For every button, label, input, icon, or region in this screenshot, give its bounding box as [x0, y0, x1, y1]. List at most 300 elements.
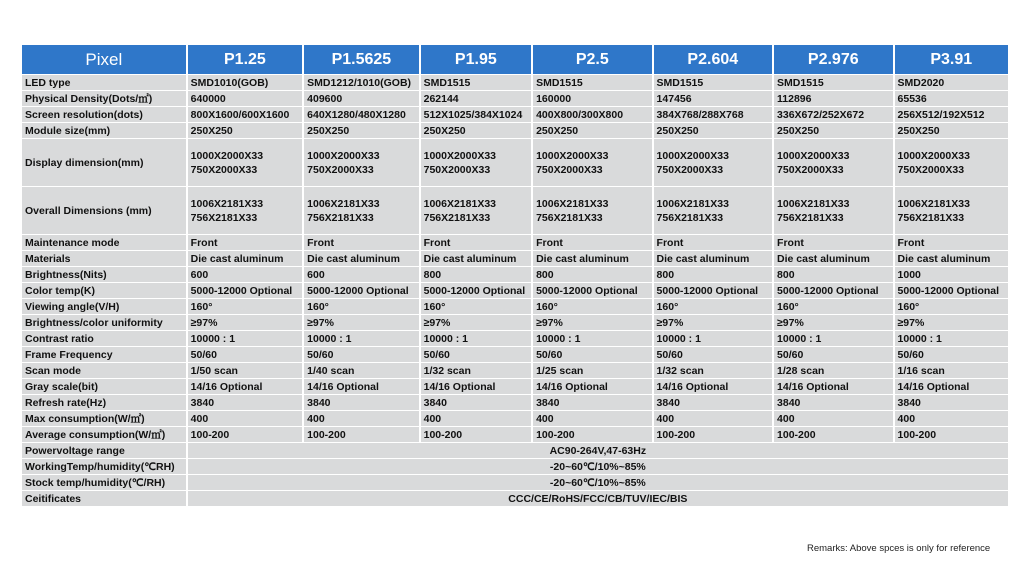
table-row — [22, 347, 1008, 362]
spec-value — [188, 91, 302, 106]
spec-label: Maintenance mode — [22, 235, 186, 250]
spec-value-line: Die cast aluminum — [190, 252, 284, 265]
spec-value-line: 750X2000X33 — [656, 163, 724, 176]
spec-value — [895, 411, 1008, 426]
spec-label: Screen resolution(dots) — [22, 107, 186, 122]
spec-value-line: Front — [777, 236, 804, 249]
spec-value — [304, 347, 418, 362]
spec-value — [533, 107, 651, 122]
spec-value-line: Front — [307, 236, 334, 249]
spec-value — [533, 235, 651, 250]
spec-value-line: 5000-12000 Optional — [190, 284, 293, 297]
spec-label: Stock temp/humidity(℃/RH) — [22, 475, 186, 490]
spec-value — [533, 395, 651, 410]
spec-label: Max consumption(W/㎡) — [22, 411, 186, 426]
spec-value — [774, 315, 892, 330]
spec-value-line: 336X672/252X672 — [777, 108, 865, 121]
spec-value-line: 400 — [777, 412, 795, 425]
spec-value-line: SMD1010(GOB) — [190, 76, 269, 89]
spec-value — [774, 107, 892, 122]
spec-value — [654, 363, 772, 378]
spec-value — [774, 395, 892, 410]
spec-value — [304, 251, 418, 266]
spec-value — [421, 331, 531, 346]
spec-body — [22, 75, 1008, 506]
spec-value — [304, 91, 418, 106]
spec-value-line: 1/32 scan — [423, 364, 471, 377]
table-row — [22, 187, 1008, 234]
spec-value — [895, 363, 1008, 378]
spec-value-line: 400 — [307, 412, 325, 425]
spec-value — [188, 123, 302, 138]
spec-table — [20, 44, 1010, 507]
spec-label: Materials — [22, 251, 186, 266]
table-row — [22, 395, 1008, 410]
spec-value-line: 3840 — [897, 396, 921, 409]
spec-value-line: 400 — [536, 412, 554, 425]
spec-label: Contrast ratio — [22, 331, 186, 346]
spec-value — [774, 283, 892, 298]
spec-value-line: 5000-12000 Optional — [536, 284, 638, 297]
spec-value-line: 1006X2181X33 — [423, 197, 497, 210]
spec-value — [304, 187, 418, 234]
spec-value-line: 640000 — [190, 92, 226, 105]
spec-value-line: Front — [190, 236, 218, 249]
spec-value — [895, 347, 1008, 362]
spec-value-line: ≥97% — [536, 316, 563, 329]
spec-label: Physical Density(Dots/㎡) — [22, 91, 186, 106]
spec-value — [188, 411, 302, 426]
spec-value-line: 14/16 Optional — [307, 380, 379, 393]
spec-value — [188, 427, 302, 442]
spec-value — [654, 187, 772, 234]
spec-value — [188, 267, 302, 282]
spec-value — [654, 299, 772, 314]
spec-value-line: 640X1280/480X1280 — [307, 108, 406, 121]
spec-value — [421, 379, 531, 394]
spec-value-line: 160° — [423, 300, 446, 313]
spec-value-line: 10000 : 1 — [656, 332, 701, 345]
spec-value — [654, 427, 772, 442]
spec-value — [533, 75, 651, 90]
spec-value-line: 3840 — [190, 396, 215, 409]
spec-value — [774, 139, 892, 186]
spec-value-line: 750X2000X33 — [307, 163, 374, 176]
spec-value — [774, 331, 892, 346]
spec-value — [774, 347, 892, 362]
spec-value — [774, 187, 892, 234]
spec-value-line: 1/32 scan — [656, 364, 704, 377]
spec-value-line: 1/28 scan — [777, 364, 825, 377]
spec-value-line: 1000X2000X33 — [190, 149, 264, 162]
spec-value-line: 160° — [307, 300, 329, 313]
spec-value-line: Die cast aluminum — [777, 252, 870, 265]
model-header: P2.5 — [533, 45, 651, 74]
table-row — [22, 299, 1008, 314]
spec-value — [304, 379, 418, 394]
spec-value-line: 160° — [777, 300, 799, 313]
table-row — [22, 491, 1008, 506]
spec-value-line: ≥97% — [423, 316, 451, 329]
spec-value — [188, 315, 302, 330]
spec-value — [304, 267, 418, 282]
spec-value-line: 750X2000X33 — [897, 163, 965, 176]
spec-value — [304, 395, 418, 410]
spec-value-line: 409600 — [307, 92, 343, 105]
spec-value-line: 400 — [423, 412, 442, 425]
spec-value-line: 600 — [307, 268, 325, 281]
spec-value-line: 14/16 Optional — [777, 380, 849, 393]
spec-value-line: ≥97% — [190, 316, 218, 329]
spec-value-line: 1006X2181X33 — [777, 197, 850, 210]
spec-value — [774, 267, 892, 282]
spec-value-line: 250X250 — [656, 124, 699, 137]
spec-value — [895, 427, 1008, 442]
spec-value — [188, 251, 302, 266]
spec-value — [188, 235, 302, 250]
spec-merged-value: CCC/CE/RoHS/FCC/CB/TUV/IEC/BIS — [188, 491, 1008, 506]
spec-value — [654, 379, 772, 394]
spec-value-line: 1000X2000X33 — [897, 149, 970, 162]
spec-value — [421, 267, 531, 282]
spec-value-line: 100-200 — [897, 428, 937, 441]
spec-value — [533, 347, 651, 362]
model-header: P3.91 — [895, 45, 1008, 74]
spec-value — [188, 395, 302, 410]
spec-value — [654, 91, 772, 106]
spec-merged-value: -20~60℃/10%~85% — [188, 475, 1008, 490]
spec-value — [188, 299, 302, 314]
spec-value-line: 1000X2000X33 — [656, 149, 729, 162]
spec-value-line: 384X768/288X768 — [656, 108, 744, 121]
spec-value — [533, 299, 651, 314]
spec-value-line: 1006X2181X33 — [190, 197, 264, 210]
spec-value — [654, 123, 772, 138]
spec-value-line: 100-200 — [190, 428, 230, 441]
spec-value-line: 800 — [656, 268, 675, 281]
spec-value — [533, 411, 651, 426]
spec-value — [533, 315, 651, 330]
spec-value — [654, 331, 772, 346]
spec-value — [774, 251, 892, 266]
spec-value-line: 3840 — [423, 396, 447, 409]
spec-value-line: SMD2020 — [897, 76, 945, 89]
table-row — [22, 443, 1008, 458]
spec-value — [895, 139, 1008, 186]
spec-value-line: 262144 — [423, 92, 459, 105]
spec-value — [533, 331, 651, 346]
spec-value-line: 1006X2181X33 — [656, 197, 729, 210]
spec-value-line: Die cast aluminum — [536, 252, 629, 265]
spec-value-line: SMD1515 — [656, 76, 704, 89]
spec-value-line: 1/16 scan — [897, 364, 945, 377]
spec-value-line: 100-200 — [656, 428, 696, 441]
spec-value-line: Die cast aluminum — [423, 252, 517, 265]
spec-value-line: ≥97% — [656, 316, 684, 329]
spec-value — [774, 235, 892, 250]
spec-value-line: 1/40 scan — [307, 364, 355, 377]
table-row — [22, 267, 1008, 282]
spec-label: LED type — [22, 75, 186, 90]
spec-value-line: Front — [656, 236, 684, 249]
spec-value — [421, 75, 531, 90]
spec-value — [533, 379, 651, 394]
spec-value-line: 10000 : 1 — [190, 332, 236, 345]
spec-value-line: 14/16 Optional — [423, 380, 496, 393]
spec-value — [774, 411, 892, 426]
spec-label: Scan mode — [22, 363, 186, 378]
spec-value — [654, 395, 772, 410]
spec-value — [774, 427, 892, 442]
header-row — [22, 45, 1008, 74]
spec-value-line: 400 — [897, 412, 916, 425]
spec-value — [895, 107, 1008, 122]
spec-value — [774, 363, 892, 378]
spec-value-line: SMD1515 — [536, 76, 583, 89]
spec-value — [533, 91, 651, 106]
spec-value-line: 256X512/192X512 — [897, 108, 985, 121]
spec-value — [533, 123, 651, 138]
model-header: P1.95 — [421, 45, 531, 74]
spec-value-line: 250X250 — [423, 124, 466, 137]
spec-value — [421, 395, 531, 410]
spec-label: Ceitificates — [22, 491, 186, 506]
spec-value-line: 756X2181X33 — [536, 211, 603, 224]
spec-value — [421, 235, 531, 250]
spec-label: Brightness/color uniformity — [22, 315, 186, 330]
table-row — [22, 123, 1008, 138]
spec-value-line: 1000X2000X33 — [423, 149, 497, 162]
spec-value — [304, 283, 418, 298]
spec-value-line: 750X2000X33 — [190, 163, 258, 176]
spec-value — [421, 347, 531, 362]
spec-value-line: 100-200 — [307, 428, 346, 441]
spec-value — [654, 139, 772, 186]
spec-value-line: SMD1515 — [777, 76, 824, 89]
spec-value-line: SMD1515 — [423, 76, 471, 89]
spec-value-line: 250X250 — [307, 124, 350, 137]
spec-value — [654, 267, 772, 282]
spec-value-line: 1000 — [897, 268, 921, 281]
spec-value-line: 756X2181X33 — [897, 211, 965, 224]
spec-value-line: 1000X2000X33 — [777, 149, 850, 162]
spec-value-line: ≥97% — [777, 316, 804, 329]
spec-value-line: 5000-12000 Optional — [656, 284, 759, 297]
spec-value — [533, 427, 651, 442]
spec-value-line: 160° — [656, 300, 679, 313]
spec-value — [188, 107, 302, 122]
spec-value-line: 400 — [190, 412, 209, 425]
spec-value — [421, 363, 531, 378]
spec-value — [774, 91, 892, 106]
spec-value — [304, 123, 418, 138]
spec-value — [654, 75, 772, 90]
spec-value — [774, 299, 892, 314]
spec-label: WorkingTemp/humidity(℃RH) — [22, 459, 186, 474]
model-header: P2.976 — [774, 45, 892, 74]
table-row — [22, 107, 1008, 122]
spec-value — [188, 363, 302, 378]
spec-value — [304, 235, 418, 250]
spec-value — [533, 363, 651, 378]
spec-value-line: 756X2181X33 — [423, 211, 491, 224]
spec-value-line: 1006X2181X33 — [307, 197, 380, 210]
spec-value-line: 1000X2000X33 — [536, 149, 609, 162]
spec-label: Frame Frequency — [22, 347, 186, 362]
spec-value-line: 400 — [656, 412, 675, 425]
table-row — [22, 331, 1008, 346]
spec-value — [774, 379, 892, 394]
spec-value — [304, 427, 418, 442]
spec-value-line: Front — [897, 236, 925, 249]
spec-value — [188, 331, 302, 346]
spec-value — [304, 363, 418, 378]
spec-value — [421, 251, 531, 266]
spec-label: Color temp(K) — [22, 283, 186, 298]
spec-label: Display dimension(mm) — [22, 139, 186, 186]
spec-value-line: 250X250 — [536, 124, 579, 137]
spec-value-line: 50/60 — [190, 348, 217, 361]
spec-value-line: 750X2000X33 — [423, 163, 491, 176]
spec-value — [304, 107, 418, 122]
pixel-header: Pixel — [22, 45, 186, 74]
spec-value — [421, 299, 531, 314]
spec-value-line: 100-200 — [777, 428, 816, 441]
spec-value-line: ≥97% — [897, 316, 925, 329]
spec-label: Module size(mm) — [22, 123, 186, 138]
spec-value — [188, 75, 302, 90]
spec-value-line: 800X1600/600X1600 — [190, 108, 290, 121]
spec-value — [895, 91, 1008, 106]
table-row — [22, 75, 1008, 90]
spec-value — [895, 379, 1008, 394]
spec-value-line: Die cast aluminum — [897, 252, 991, 265]
spec-value-line: 3840 — [777, 396, 801, 409]
remarks-note: Remarks: Above spces is only for reference — [807, 543, 991, 554]
spec-value-line: 14/16 Optional — [656, 380, 729, 393]
spec-value-line: 1/25 scan — [536, 364, 584, 377]
model-header: P2.604 — [654, 45, 772, 74]
table-row — [22, 139, 1008, 186]
spec-value — [895, 267, 1008, 282]
spec-value — [304, 299, 418, 314]
spec-value-line: 3840 — [656, 396, 680, 409]
spec-value-line: 5000-12000 Optional — [423, 284, 526, 297]
table-row — [22, 411, 1008, 426]
spec-value — [654, 107, 772, 122]
spec-merged-value: AC90-264V,47-63Hz — [188, 443, 1008, 458]
spec-value — [533, 187, 651, 234]
spec-value-line: 14/16 Optional — [536, 380, 608, 393]
spec-value — [654, 315, 772, 330]
spec-value-line: 65536 — [897, 92, 927, 105]
spec-value-line: 50/60 — [536, 348, 563, 361]
table-row — [22, 235, 1008, 250]
table-row — [22, 459, 1008, 474]
table-row — [22, 315, 1008, 330]
spec-value — [895, 315, 1008, 330]
spec-value-line: 14/16 Optional — [897, 380, 970, 393]
spec-value-line: 756X2181X33 — [307, 211, 374, 224]
table-row — [22, 475, 1008, 490]
spec-value-line: 160° — [897, 300, 920, 313]
spec-value-line: 400X800/300X800 — [536, 108, 624, 121]
spec-value — [421, 139, 531, 186]
spec-value — [188, 379, 302, 394]
spec-value — [895, 187, 1008, 234]
spec-value — [895, 251, 1008, 266]
spec-value — [654, 235, 772, 250]
spec-label: Overall Dimensions (mm) — [22, 187, 186, 234]
spec-value — [188, 187, 302, 234]
spec-value-line: 600 — [190, 268, 209, 281]
spec-value — [421, 283, 531, 298]
spec-label: Viewing angle(V/H) — [22, 299, 186, 314]
spec-label: Refresh rate(Hz) — [22, 395, 186, 410]
table-row — [22, 363, 1008, 378]
spec-value-line: 750X2000X33 — [777, 163, 844, 176]
spec-value-line: 250X250 — [190, 124, 233, 137]
spec-value-line: 756X2181X33 — [190, 211, 258, 224]
table-row — [22, 283, 1008, 298]
spec-value — [421, 107, 531, 122]
spec-value-line: 512X1025/384X1024 — [423, 108, 523, 121]
spec-value-line: 800 — [777, 268, 795, 281]
spec-value-line: 5000-12000 Optional — [897, 284, 1000, 297]
spec-label: Average consumption(W/㎡) — [22, 427, 186, 442]
spec-value — [188, 139, 302, 186]
spec-value — [654, 347, 772, 362]
spec-value-line: 1006X2181X33 — [536, 197, 609, 210]
spec-value-line: 5000-12000 Optional — [307, 284, 409, 297]
spec-value-line: 50/60 — [897, 348, 924, 361]
spec-merged-value: -20~60℃/10%~85% — [188, 459, 1008, 474]
spec-value-line: 147456 — [656, 92, 692, 105]
spec-value — [421, 427, 531, 442]
spec-value — [304, 139, 418, 186]
model-header: P1.5625 — [304, 45, 418, 74]
spec-value-line: 50/60 — [656, 348, 683, 361]
spec-value-line: 10000 : 1 — [423, 332, 468, 345]
spec-label: Gray scale(bit) — [22, 379, 186, 394]
spec-value-line: 10000 : 1 — [307, 332, 352, 345]
spec-value — [421, 123, 531, 138]
spec-value-line: 756X2181X33 — [656, 211, 724, 224]
spec-value — [895, 75, 1008, 90]
table-row — [22, 91, 1008, 106]
spec-value-line: ≥97% — [307, 316, 334, 329]
spec-value-line: 750X2000X33 — [536, 163, 603, 176]
spec-value-line: 1/50 scan — [190, 364, 238, 377]
spec-value-line: 50/60 — [307, 348, 334, 361]
spec-value-line: 112896 — [777, 92, 812, 105]
spec-value-line: 5000-12000 Optional — [777, 284, 879, 297]
spec-value — [304, 331, 418, 346]
spec-value-line: 160000 — [536, 92, 572, 105]
spec-value — [533, 251, 651, 266]
spec-value-line: 3840 — [536, 396, 560, 409]
spec-value-line: 756X2181X33 — [777, 211, 844, 224]
spec-value — [774, 123, 892, 138]
spec-value-line: Front — [423, 236, 451, 249]
spec-value-line: Die cast aluminum — [307, 252, 400, 265]
spec-value — [533, 283, 651, 298]
spec-value — [188, 347, 302, 362]
spec-value — [774, 75, 892, 90]
spec-value — [895, 299, 1008, 314]
spec-value-line: 1000X2000X33 — [307, 149, 380, 162]
spec-value-line: 250X250 — [897, 124, 940, 137]
